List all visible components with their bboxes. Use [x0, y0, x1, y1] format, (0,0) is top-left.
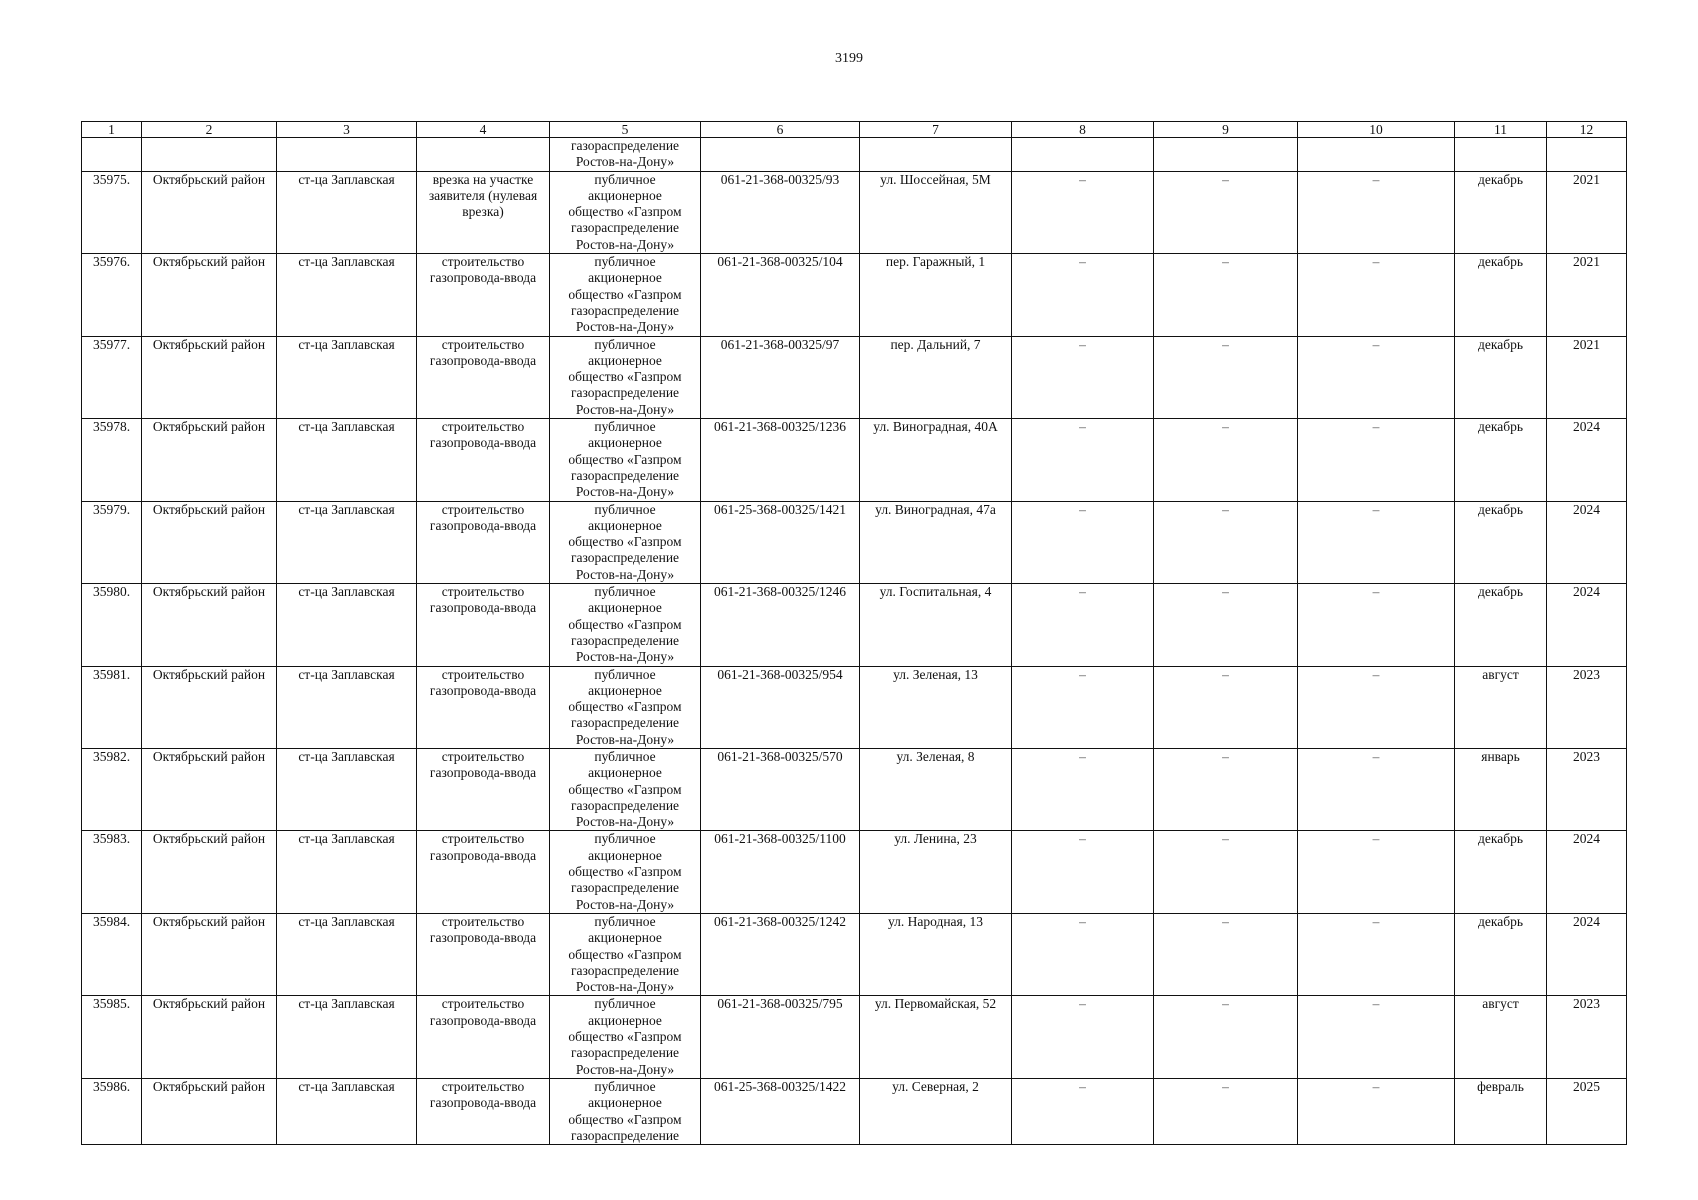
cell-locality: ст-ца Заплавская [277, 748, 417, 830]
cell-col10: – [1298, 336, 1455, 418]
cell-col9: – [1154, 996, 1298, 1078]
cell-col10: – [1298, 501, 1455, 583]
cell-district: Октябрьский район [142, 996, 277, 1078]
cell-address: ул. Народная, 13 [860, 913, 1012, 995]
cell-year: 2025 [1547, 1078, 1627, 1144]
cell-number: 35981. [82, 666, 142, 748]
cell-month: декабрь [1455, 171, 1547, 253]
cell-organization: публичное акционерное общество «Газпром газораспределение Ростов-на-Дону» [550, 171, 701, 253]
table-row [82, 666, 1627, 748]
cell-col9: – [1154, 254, 1298, 336]
cell-col9: – [1154, 666, 1298, 748]
cell-col10: – [1298, 831, 1455, 913]
cell-col9: – [1154, 1078, 1298, 1144]
cell-organization: публичное акционерное общество «Газпром газораспределение Ростов-на-Дону» [550, 419, 701, 501]
cell-col8: – [1012, 584, 1154, 666]
cell-code: 061-21-368-00325/1236 [701, 419, 860, 501]
cell-work-type: врезка на участке заявителя (нулевая врезка) [417, 171, 550, 253]
cell-year: 2021 [1547, 336, 1627, 418]
cell-col10: – [1298, 996, 1455, 1078]
cell-district: Октябрьский район [142, 748, 277, 830]
cell-organization: публичное акционерное общество «Газпром газораспределение Ростов-на-Дону» [550, 831, 701, 913]
table-row [82, 254, 1627, 336]
cell-col1 [82, 138, 142, 172]
table-row [82, 584, 1627, 666]
cell-number: 35977. [82, 336, 142, 418]
cell-organization: публичное акционерное общество «Газпром газораспределение Ростов-на-Дону» [550, 501, 701, 583]
cell-organization: газораспределение Ростов-на-Дону» [550, 138, 701, 172]
table-row [82, 748, 1627, 830]
cell-col3 [277, 138, 417, 172]
cell-col8: – [1012, 254, 1154, 336]
cell-number: 35986. [82, 1078, 142, 1144]
cell-col9: – [1154, 501, 1298, 583]
cell-year: 2024 [1547, 501, 1627, 583]
cell-col10: – [1298, 913, 1455, 995]
cell-district: Октябрьский район [142, 666, 277, 748]
cell-code: 061-21-368-00325/93 [701, 171, 860, 253]
cell-col8 [1012, 138, 1154, 172]
cell-year: 2024 [1547, 584, 1627, 666]
cell-work-type: строительство газопровода-ввода [417, 748, 550, 830]
column-header-5: 5 [550, 122, 701, 138]
table-row [82, 419, 1627, 501]
cell-locality: ст-ца Заплавская [277, 831, 417, 913]
cell-locality: ст-ца Заплавская [277, 584, 417, 666]
table-row [82, 996, 1627, 1078]
cell-work-type: строительство газопровода-ввода [417, 996, 550, 1078]
cell-work-type: строительство газопровода-ввода [417, 501, 550, 583]
page-number: 3199 [835, 51, 863, 66]
cell-number: 35982. [82, 748, 142, 830]
table-header [82, 122, 1627, 138]
cell-col10: – [1298, 254, 1455, 336]
cell-address: ул. Ленина, 23 [860, 831, 1012, 913]
cell-district: Октябрьский район [142, 419, 277, 501]
cell-col8: – [1012, 171, 1154, 253]
cell-col4 [417, 138, 550, 172]
cell-organization: публичное акционерное общество «Газпром газораспределение Ростов-на-Дону» [550, 666, 701, 748]
table-row [82, 501, 1627, 583]
cell-col9: – [1154, 336, 1298, 418]
cell-number: 35978. [82, 419, 142, 501]
cell-col6 [701, 138, 860, 172]
cell-work-type: строительство газопровода-ввода [417, 666, 550, 748]
cell-locality: ст-ца Заплавская [277, 1078, 417, 1144]
cell-locality: ст-ца Заплавская [277, 419, 417, 501]
cell-organization: публичное акционерное общество «Газпром газораспределение Ростов-на-Дону» [550, 748, 701, 830]
cell-locality: ст-ца Заплавская [277, 171, 417, 253]
column-header-8: 8 [1012, 122, 1154, 138]
cell-organization: публичное акционерное общество «Газпром газораспределение Ростов-на-Дону» [550, 584, 701, 666]
cell-address: ул. Госпитальная, 4 [860, 584, 1012, 666]
cell-address: пер. Гаражный, 1 [860, 254, 1012, 336]
cell-col8: – [1012, 831, 1154, 913]
cell-col9: – [1154, 419, 1298, 501]
cell-col9: – [1154, 748, 1298, 830]
cell-district: Октябрьский район [142, 1078, 277, 1144]
column-header-7: 7 [860, 122, 1012, 138]
cell-month: декабрь [1455, 584, 1547, 666]
cell-col9: – [1154, 171, 1298, 253]
cell-address: ул. Виноградная, 47а [860, 501, 1012, 583]
cell-col10: – [1298, 584, 1455, 666]
cell-locality: ст-ца Заплавская [277, 501, 417, 583]
cell-code: 061-21-368-00325/104 [701, 254, 860, 336]
cell-year: 2021 [1547, 254, 1627, 336]
table-row [82, 171, 1627, 253]
cell-month: декабрь [1455, 336, 1547, 418]
cell-col8: – [1012, 996, 1154, 1078]
cell-district: Октябрьский район [142, 913, 277, 995]
cell-month: декабрь [1455, 831, 1547, 913]
cell-number: 35979. [82, 501, 142, 583]
cell-organization: публичное акционерное общество «Газпром газораспределение Ростов-на-Дону» [550, 254, 701, 336]
cell-district: Октябрьский район [142, 831, 277, 913]
cell-locality: ст-ца Заплавская [277, 336, 417, 418]
cell-district: Октябрьский район [142, 254, 277, 336]
cell-code: 061-25-368-00325/1422 [701, 1078, 860, 1144]
registry-table [81, 121, 1627, 1145]
cell-district: Октябрьский район [142, 584, 277, 666]
cell-work-type: строительство газопровода-ввода [417, 913, 550, 995]
cell-work-type: строительство газопровода-ввода [417, 254, 550, 336]
cell-col11 [1455, 138, 1547, 172]
cell-month: декабрь [1455, 913, 1547, 995]
column-header-10: 10 [1298, 122, 1455, 138]
column-header-3: 3 [277, 122, 417, 138]
cell-address: ул. Виноградная, 40А [860, 419, 1012, 501]
cell-code: 061-25-368-00325/1421 [701, 501, 860, 583]
cell-col10: – [1298, 171, 1455, 253]
cell-month: декабрь [1455, 501, 1547, 583]
cell-col9 [1154, 138, 1298, 172]
cell-organization: публичное акционерное общество «Газпром газораспределение Ростов-на-Дону» [550, 913, 701, 995]
cell-month: август [1455, 996, 1547, 1078]
cell-col7 [860, 138, 1012, 172]
cell-code: 061-21-368-00325/954 [701, 666, 860, 748]
table-body [82, 138, 1627, 1145]
cell-address: ул. Зеленая, 8 [860, 748, 1012, 830]
cell-col8: – [1012, 336, 1154, 418]
cell-work-type: строительство газопровода-ввода [417, 1078, 550, 1144]
column-header-1: 1 [82, 122, 142, 138]
cell-col9: – [1154, 913, 1298, 995]
cell-col8: – [1012, 913, 1154, 995]
cell-month: январь [1455, 748, 1547, 830]
cell-work-type: строительство газопровода-ввода [417, 584, 550, 666]
cell-col8: – [1012, 419, 1154, 501]
cell-col2 [142, 138, 277, 172]
table-row [82, 913, 1627, 995]
cell-col10: – [1298, 748, 1455, 830]
table-row [82, 336, 1627, 418]
cell-organization: публичное акционерное общество «Газпром газораспределение Ростов-на-Дону» [550, 336, 701, 418]
cell-district: Октябрьский район [142, 171, 277, 253]
column-header-11: 11 [1455, 122, 1547, 138]
cell-month: декабрь [1455, 419, 1547, 501]
cell-work-type: строительство газопровода-ввода [417, 419, 550, 501]
cell-code: 061-21-368-00325/97 [701, 336, 860, 418]
cell-code: 061-21-368-00325/1242 [701, 913, 860, 995]
cell-code: 061-21-368-00325/1246 [701, 584, 860, 666]
cell-district: Октябрьский район [142, 336, 277, 418]
column-header-12: 12 [1547, 122, 1627, 138]
column-header-2: 2 [142, 122, 277, 138]
cell-locality: ст-ца Заплавская [277, 666, 417, 748]
cell-district: Октябрьский район [142, 501, 277, 583]
cell-col9: – [1154, 831, 1298, 913]
cell-month: декабрь [1455, 254, 1547, 336]
cell-year: 2023 [1547, 666, 1627, 748]
cell-work-type: строительство газопровода-ввода [417, 336, 550, 418]
column-header-9: 9 [1154, 122, 1298, 138]
table-row [82, 1078, 1627, 1144]
cell-number: 35985. [82, 996, 142, 1078]
cell-year: 2023 [1547, 996, 1627, 1078]
cell-col10: – [1298, 666, 1455, 748]
cell-code: 061-21-368-00325/570 [701, 748, 860, 830]
cell-address: пер. Дальний, 7 [860, 336, 1012, 418]
cell-address: ул. Зеленая, 13 [860, 666, 1012, 748]
cell-year: 2024 [1547, 419, 1627, 501]
cell-locality: ст-ца Заплавская [277, 996, 417, 1078]
continuation-row [82, 138, 1627, 172]
cell-locality: ст-ца Заплавская [277, 913, 417, 995]
cell-number: 35975. [82, 171, 142, 253]
cell-code: 061-21-368-00325/795 [701, 996, 860, 1078]
cell-col8: – [1012, 501, 1154, 583]
cell-month: август [1455, 666, 1547, 748]
cell-year: 2021 [1547, 171, 1627, 253]
cell-organization: публичное акционерное общество «Газпром газораспределение [550, 1078, 701, 1144]
cell-address: ул. Северная, 2 [860, 1078, 1012, 1144]
cell-col10 [1298, 138, 1455, 172]
column-number-row [82, 122, 1627, 138]
column-header-4: 4 [417, 122, 550, 138]
cell-col12 [1547, 138, 1627, 172]
cell-work-type: строительство газопровода-ввода [417, 831, 550, 913]
cell-col10: – [1298, 419, 1455, 501]
column-header-6: 6 [701, 122, 860, 138]
cell-number: 35983. [82, 831, 142, 913]
cell-address: ул. Шоссейная, 5М [860, 171, 1012, 253]
cell-col8: – [1012, 666, 1154, 748]
table-row [82, 831, 1627, 913]
cell-locality: ст-ца Заплавская [277, 254, 417, 336]
cell-year: 2024 [1547, 913, 1627, 995]
cell-organization: публичное акционерное общество «Газпром газораспределение Ростов-на-Дону» [550, 996, 701, 1078]
cell-number: 35984. [82, 913, 142, 995]
cell-col8: – [1012, 748, 1154, 830]
cell-col10: – [1298, 1078, 1455, 1144]
cell-col8: – [1012, 1078, 1154, 1144]
cell-year: 2023 [1547, 748, 1627, 830]
cell-address: ул. Первомайская, 52 [860, 996, 1012, 1078]
cell-code: 061-21-368-00325/1100 [701, 831, 860, 913]
cell-year: 2024 [1547, 831, 1627, 913]
cell-number: 35980. [82, 584, 142, 666]
cell-number: 35976. [82, 254, 142, 336]
cell-month: февраль [1455, 1078, 1547, 1144]
cell-col9: – [1154, 584, 1298, 666]
